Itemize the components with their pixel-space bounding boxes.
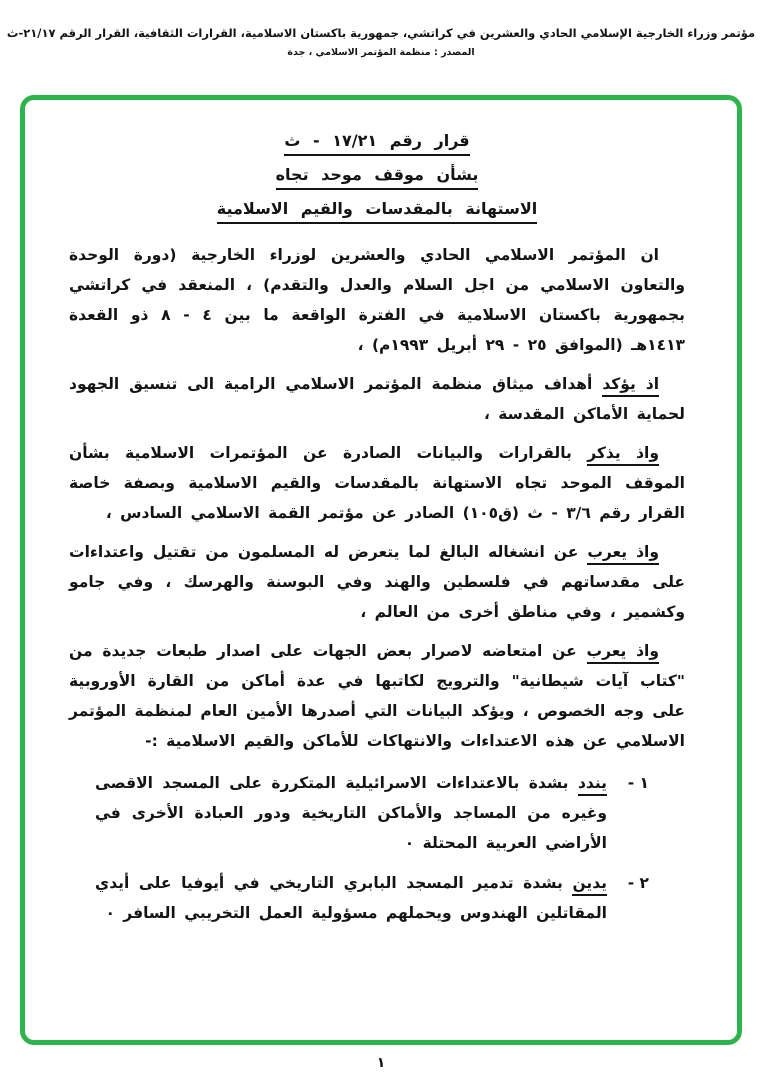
paragraph-text: أهداف ميثاق منظمة المؤتمر الاسلامي الرامية الى تنسيق الجهود لحماية الأماكن المقدسة ، bbox=[69, 375, 685, 423]
catalog-source: المصدر : منظمة المؤتمر الاسلامي ، جدة bbox=[287, 47, 475, 58]
resolution-subject-2: الاستهانة بالمقدسات والقيم الاسلامية bbox=[217, 199, 537, 224]
item-body: بشدة تدمير المسجد البابري التاريخي في أيوفيا على أيدي المقاتلين الهندوس ويحملهم مسؤولية العمل التخريبي السافر ٠ bbox=[95, 874, 607, 922]
item-body: بشدة بالاعتداءات الاسرائيلية المتكررة على المسجد الاقصى وغيره من المساجد والأماكن التاريخية ودور العبادة الأخرى في الأراضي العربية المحتلة ٠ bbox=[95, 774, 607, 852]
list-item bbox=[95, 768, 649, 858]
item-lead: يندد bbox=[578, 774, 607, 796]
clause-paragraph bbox=[69, 636, 685, 756]
resolution-subject-line1 bbox=[69, 158, 685, 192]
item-number: ١ - bbox=[627, 774, 649, 792]
resolution-number-line bbox=[69, 124, 685, 158]
resolution-subject-line2 bbox=[69, 192, 685, 226]
paragraph-text: بالقرارات والبيانات الصادرة عن المؤتمرات الاسلامية بشأن الموقف الموحد تجاه الاستهانة بالمقدسات والقيم الاسلامية وبصفة خاصة القرار رقم ٣/٦ - ث (ق١٠٥) الصادر عن مؤتمر القمة الاسلامي السادس ، bbox=[69, 444, 685, 522]
clause-paragraph bbox=[69, 438, 685, 528]
item-text bbox=[95, 868, 607, 928]
item-text bbox=[95, 768, 607, 858]
clause-paragraph bbox=[69, 537, 685, 627]
clause-lead: واذ يعرب bbox=[587, 642, 660, 664]
paragraph-text: ان المؤتمر الاسلامي الحادي والعشرين لوزراء الخارجية (دورة الوحدة والتعاون الاسلامي من اجل السلام والعدل والتقدم) ، المنعقد في كراتشي بجمهورية باكستان الاسلامية في الفترة الواقعة ما بين ٤ - ٨ ذو القعدة ١٤١٣هـ (الموافق ٢٥ - ٢٩ أبريل ١٩٩٣م) ، bbox=[69, 246, 686, 354]
resolution-title bbox=[69, 124, 685, 226]
page-number: ١ bbox=[376, 1055, 386, 1071]
resolution-items bbox=[69, 768, 685, 928]
catalog-header bbox=[0, 0, 762, 58]
clause-lead: اذ يؤكد bbox=[602, 375, 659, 397]
clause-paragraph bbox=[69, 369, 685, 429]
preamble-paragraph bbox=[69, 240, 685, 360]
paragraph-text: عن انشغاله البالغ لما يتعرض له المسلمون من تقتيل واعتداءات على مقدساتهم في فلسطين والهند وفي البوسنة والهرسك ، وفي جامو وكشمير ، وفي مناطق أخرى من العالم ، bbox=[69, 543, 685, 621]
clause-lead: واذ يعرب bbox=[587, 543, 659, 565]
list-item bbox=[95, 868, 649, 928]
item-number: ٢ - bbox=[627, 874, 649, 892]
resolution-number: قرار رقم ١٧/٢١ - ث bbox=[284, 131, 469, 156]
item-lead: يدين bbox=[572, 874, 607, 896]
clause-lead: واذ يذكر bbox=[587, 444, 659, 466]
resolution-subject-1: بشأن موقف موحد تجاه bbox=[276, 165, 479, 190]
document-frame bbox=[20, 95, 742, 1045]
catalog-title: مؤتمر وزراء الخارجية الإسلامي الحادي والعشرين في كراتشي، جمهورية باكستان الاسلامية، القرارات الثقافية، القرار الرقم ٢١/١٧-ث bbox=[6, 26, 756, 40]
paragraph-text: عن امتعاضه لاصرار بعض الجهات على اصدار طبعات جديدة من "كتاب آيات شيطانية" والترويج لكاتبها في عدة أماكن من القارة الأوروبية على وجه الخصوص ، ويؤكد البيانات التي أصدرها الأمين العام لمنظمة المؤتمر الاسلامي عن هذه الاعتداءات والانتهاكات للأماكن والقيم الاسلامية :- bbox=[69, 642, 685, 750]
